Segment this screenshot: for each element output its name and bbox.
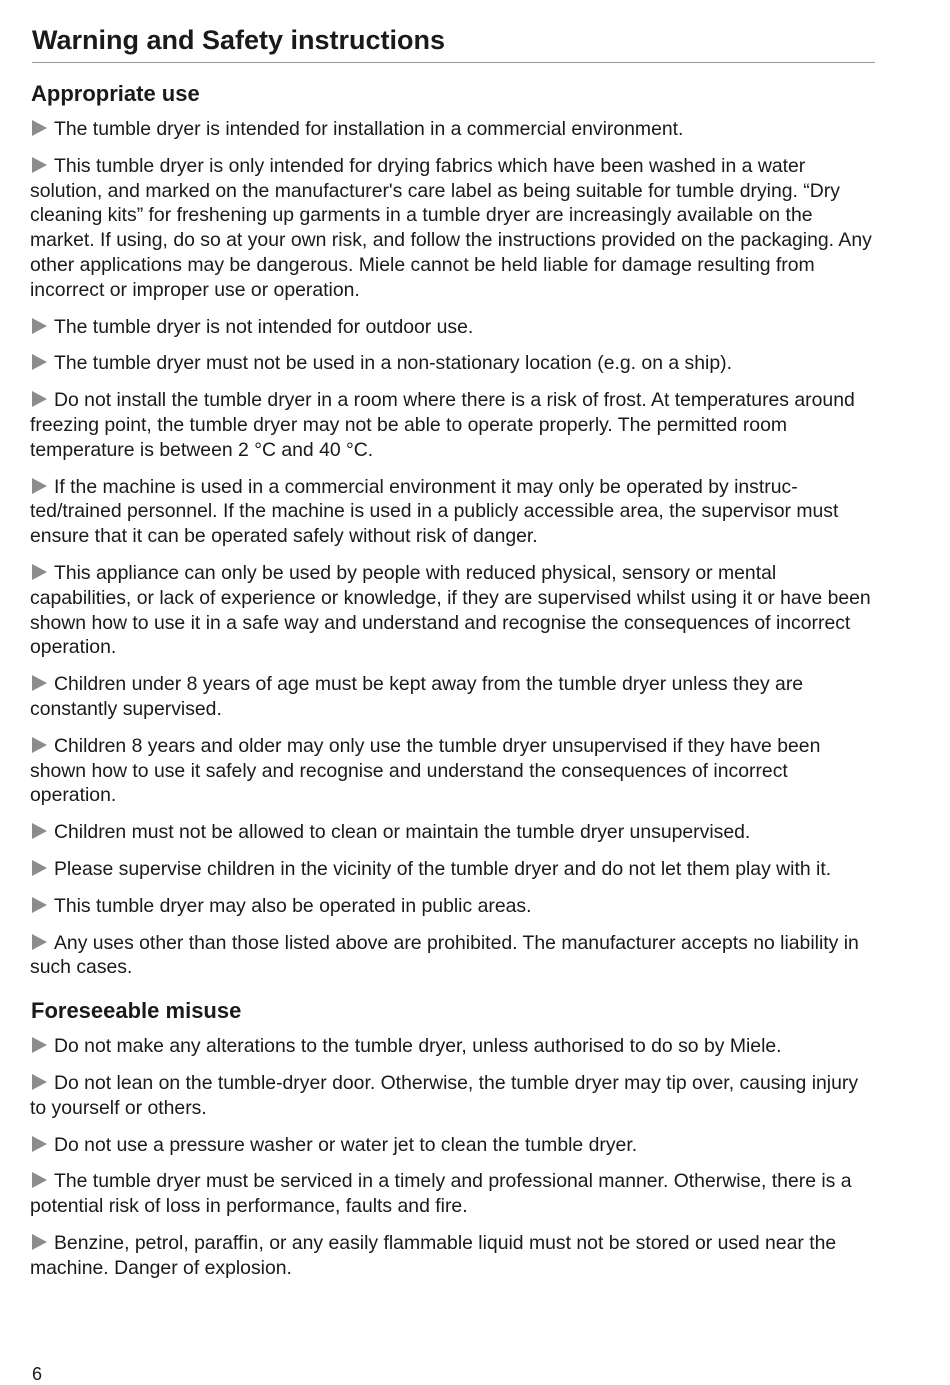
section-heading: Appropriate use: [31, 81, 200, 106]
list-item: Do not use a pressure washer or water jet to clean the tumble dryer.: [30, 1133, 878, 1158]
list-item: This appliance can only be used by people with reduced physical, sensory or mental capabilities, or lack of experience or knowledge, if they are supervised whilst using it or have been shown how to use it in a safe way and understand and recognise the consequences of incorrect operation.: [30, 561, 871, 659]
triangle-bullet-icon: [32, 823, 47, 839]
triangle-bullet-icon: [32, 318, 47, 334]
list-item: If the machine is used in a commercial environment it may only be operated by instructed/trained personnel. If the machine is used in a publicly accessible area, the supervisor must ensure that it can be operated safely without risk of danger.: [30, 475, 839, 548]
triangle-bullet-icon: [32, 1234, 47, 1250]
list-item: Children under 8 years of age must be kept away from the tumble dryer unless they are constantly supervised.: [30, 673, 804, 720]
list-item: The tumble dryer is intended for installation in a commercial environment.: [30, 117, 878, 142]
list-item: The tumble dryer must be serviced in a timely and professional manner. Otherwise, there is a potential risk of loss in performance, faults and fire.: [30, 1170, 852, 1218]
triangle-bullet-icon: [32, 354, 47, 370]
triangle-bullet-icon: [32, 897, 47, 913]
list-item: This tumble dryer is only intended for drying fabrics which have been washed in a water solution, and marked on the manufacturer's care label as being suitable for tumble drying. “Dry cleaning kits” for freshening up garments in a tumble dryer are increasingly available on the market. If using, do so at your own risk, and follow the instructions provided on the packaging. Any other applications may be dangerous. Miele cannot be held liable for damage resulting from incorrect or improper use or operation.: [30, 154, 872, 301]
list-item: Do not make any alterations to the tumble dryer, unless authorised to do so by Miele.: [30, 1034, 878, 1059]
triangle-bullet-icon: [32, 391, 47, 407]
list-item: Do not install the tumble dryer in a room where there is a risk of frost. At temperatures around freezing point, the tumble dryer may not be able to operate properly. The permitted room temperature is between 2 °C and 40 °C.: [30, 389, 855, 461]
list-item: Any uses other than those listed above are prohibited. The manufacturer accepts no liability in such cases.: [30, 931, 859, 979]
list-item: The tumble dryer must not be used in a non-stationary location (e.g. on a ship).: [30, 351, 878, 376]
section-heading: Foreseeable misuse: [31, 998, 242, 1024]
triangle-bullet-icon: [32, 157, 47, 173]
document-body: [30, 80, 878, 1292]
list-item: Children must not be allowed to clean or maintain the tumble dryer unsupervised.: [30, 820, 878, 845]
section-foreseeable-misuse: [30, 997, 878, 1280]
section-appropriate-use: [30, 80, 878, 980]
triangle-bullet-icon: [32, 1172, 47, 1188]
list-item: Benzine, petrol, paraffin, or any easily flammable liquid must not be stored or used near the machine. Danger of explosion.: [30, 1231, 837, 1279]
triangle-bullet-icon: [32, 1074, 47, 1090]
list-item: Do not lean on the tumble-dryer door. Otherwise, the tumble dryer may tip over, causing injury to yourself or others.: [30, 1071, 859, 1119]
page-title: Warning and Safety instructions: [32, 22, 875, 63]
triangle-bullet-icon: [32, 860, 47, 876]
list-item: This tumble dryer may also be operated in public areas.: [30, 894, 878, 919]
triangle-bullet-icon: [32, 478, 47, 494]
triangle-bullet-icon: [32, 737, 47, 753]
triangle-bullet-icon: [32, 675, 47, 691]
triangle-bullet-icon: [32, 120, 47, 136]
list-item: Children 8 years and older may only use the tumble dryer unsupervised if they have been shown how to use it safely and recognise and understand the consequences of incorrect operation.: [30, 734, 821, 807]
triangle-bullet-icon: [32, 1037, 47, 1053]
triangle-bullet-icon: [32, 934, 47, 950]
triangle-bullet-icon: [32, 564, 47, 580]
page-number: 6: [32, 1364, 43, 1384]
triangle-bullet-icon: [32, 1136, 47, 1152]
list-item: Please supervise children in the vicinity of the tumble dryer and do not let them play with it.: [30, 857, 878, 882]
list-item: The tumble dryer is not intended for outdoor use.: [30, 315, 878, 340]
